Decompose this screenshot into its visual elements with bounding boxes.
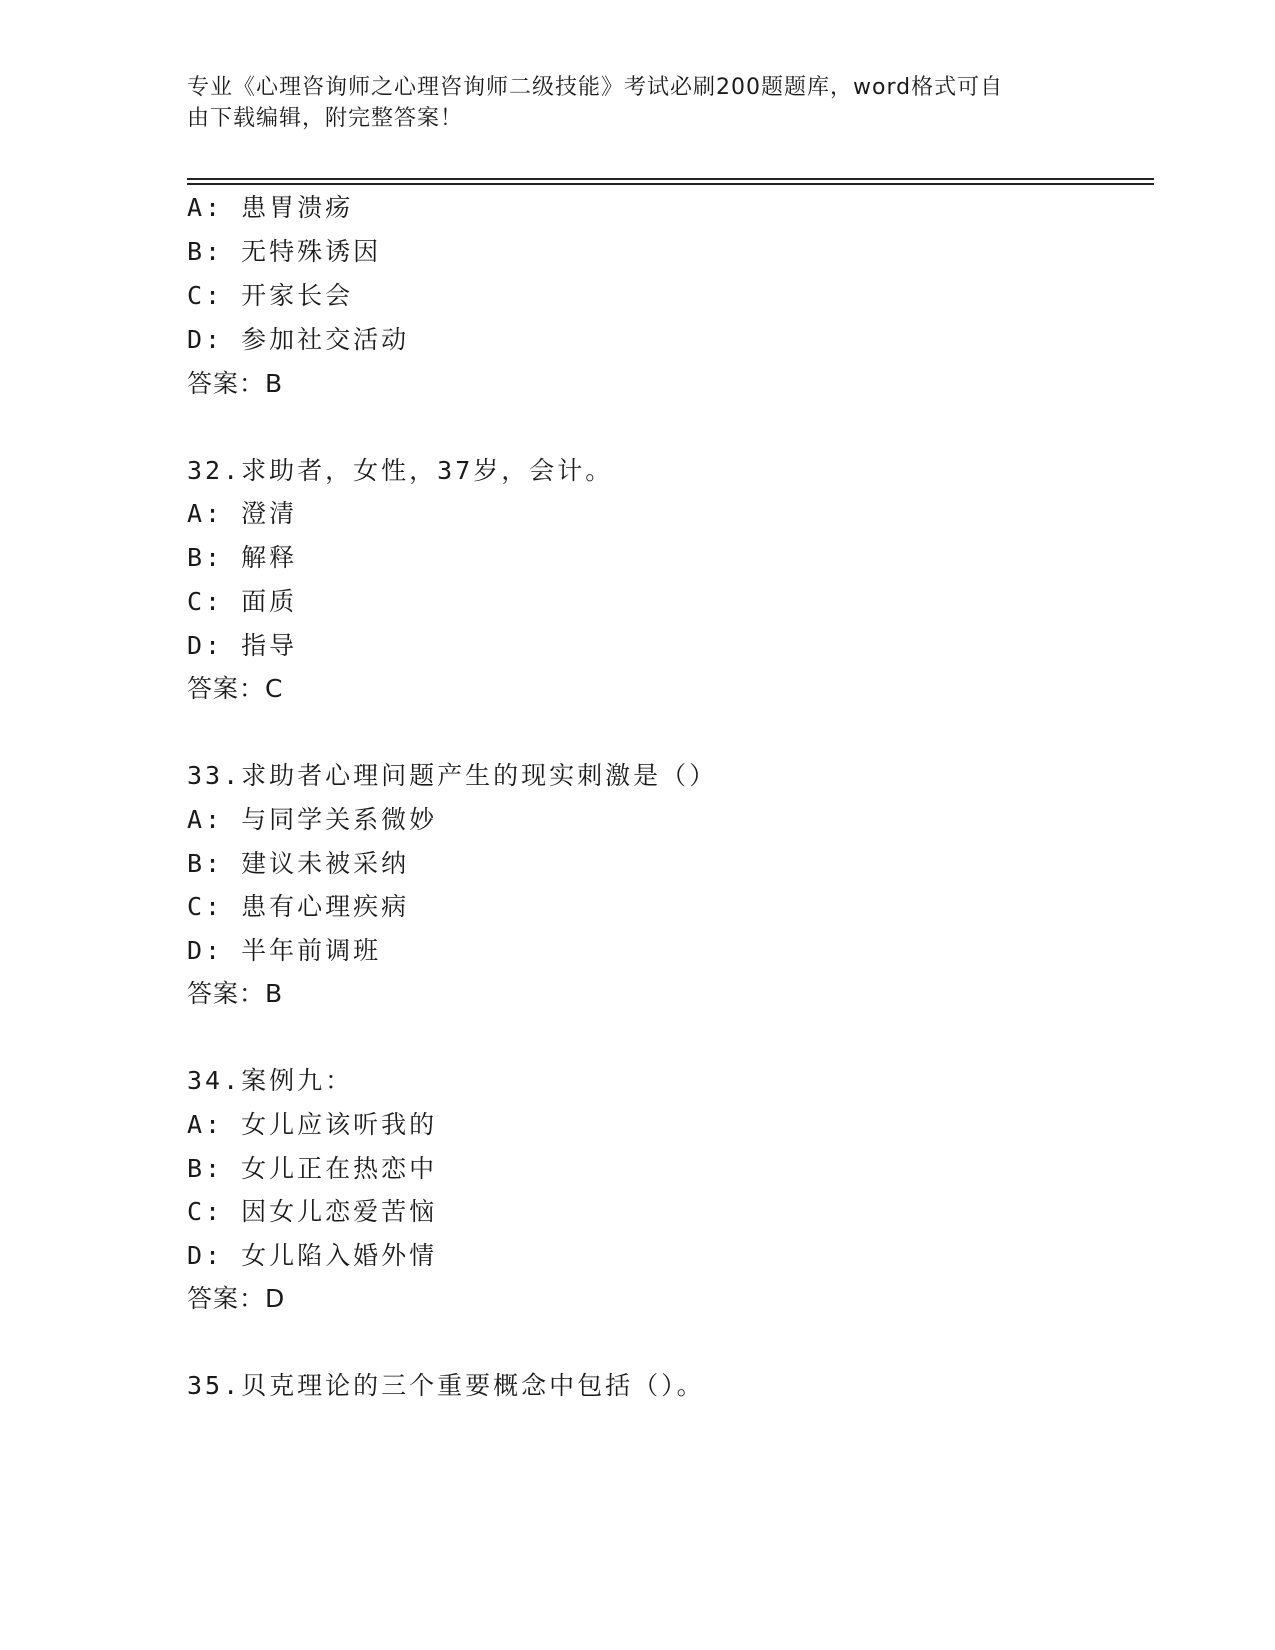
q31-option-a: A: 患胃溃疡 bbox=[187, 193, 354, 222]
q33-option-c: C: 患有心理疾病 bbox=[187, 892, 410, 921]
q34-option-a: A: 女儿应该听我的 bbox=[187, 1110, 438, 1139]
q34-option-d: D: 女儿陷入婚外情 bbox=[187, 1241, 438, 1270]
q34-answer: 答案：D bbox=[187, 1284, 286, 1313]
q31-answer: 答案：B bbox=[187, 369, 284, 398]
header-divider-top bbox=[187, 178, 1154, 180]
q31-option-b: B: 无特殊诱因 bbox=[187, 237, 382, 266]
q33-option-a: A: 与同学关系微妙 bbox=[187, 805, 438, 834]
q33-option-b: B: 建议未被采纳 bbox=[187, 849, 410, 878]
q34-option-b: B: 女儿正在热恋中 bbox=[187, 1154, 438, 1183]
q34-question: 34.案例九： bbox=[187, 1066, 354, 1095]
document-header bbox=[187, 72, 1067, 134]
q34-option-c: C: 因女儿恋爱苦恼 bbox=[187, 1197, 438, 1226]
q31-option-c: C: 开家长会 bbox=[187, 281, 354, 310]
header-divider-bottom bbox=[187, 183, 1154, 185]
q32-option-c: C: 面质 bbox=[187, 587, 298, 616]
header-line-2: 由下载编辑，附完整答案！ bbox=[187, 106, 464, 131]
q32-option-d: D: 指导 bbox=[187, 631, 298, 660]
q33-option-d: D: 半年前调班 bbox=[187, 936, 382, 965]
q32-question: 32.求助者，女性，37岁，会计。 bbox=[187, 456, 614, 485]
q35-question: 35.贝克理论的三个重要概念中包括（）。 bbox=[187, 1371, 705, 1400]
header-line-1: 专业《心理咨询师之心理咨询师二级技能》考试必刷200题题库，word格式可自 bbox=[187, 75, 1004, 100]
q31-option-d: D: 参加社交活动 bbox=[187, 325, 410, 354]
q33-question: 33.求助者心理问题产生的现实刺激是（） bbox=[187, 761, 718, 790]
q32-answer: 答案：C bbox=[187, 674, 284, 703]
q32-option-a: A: 澄清 bbox=[187, 499, 298, 528]
q33-answer: 答案：B bbox=[187, 979, 284, 1008]
q32-option-b: B: 解释 bbox=[187, 543, 298, 572]
